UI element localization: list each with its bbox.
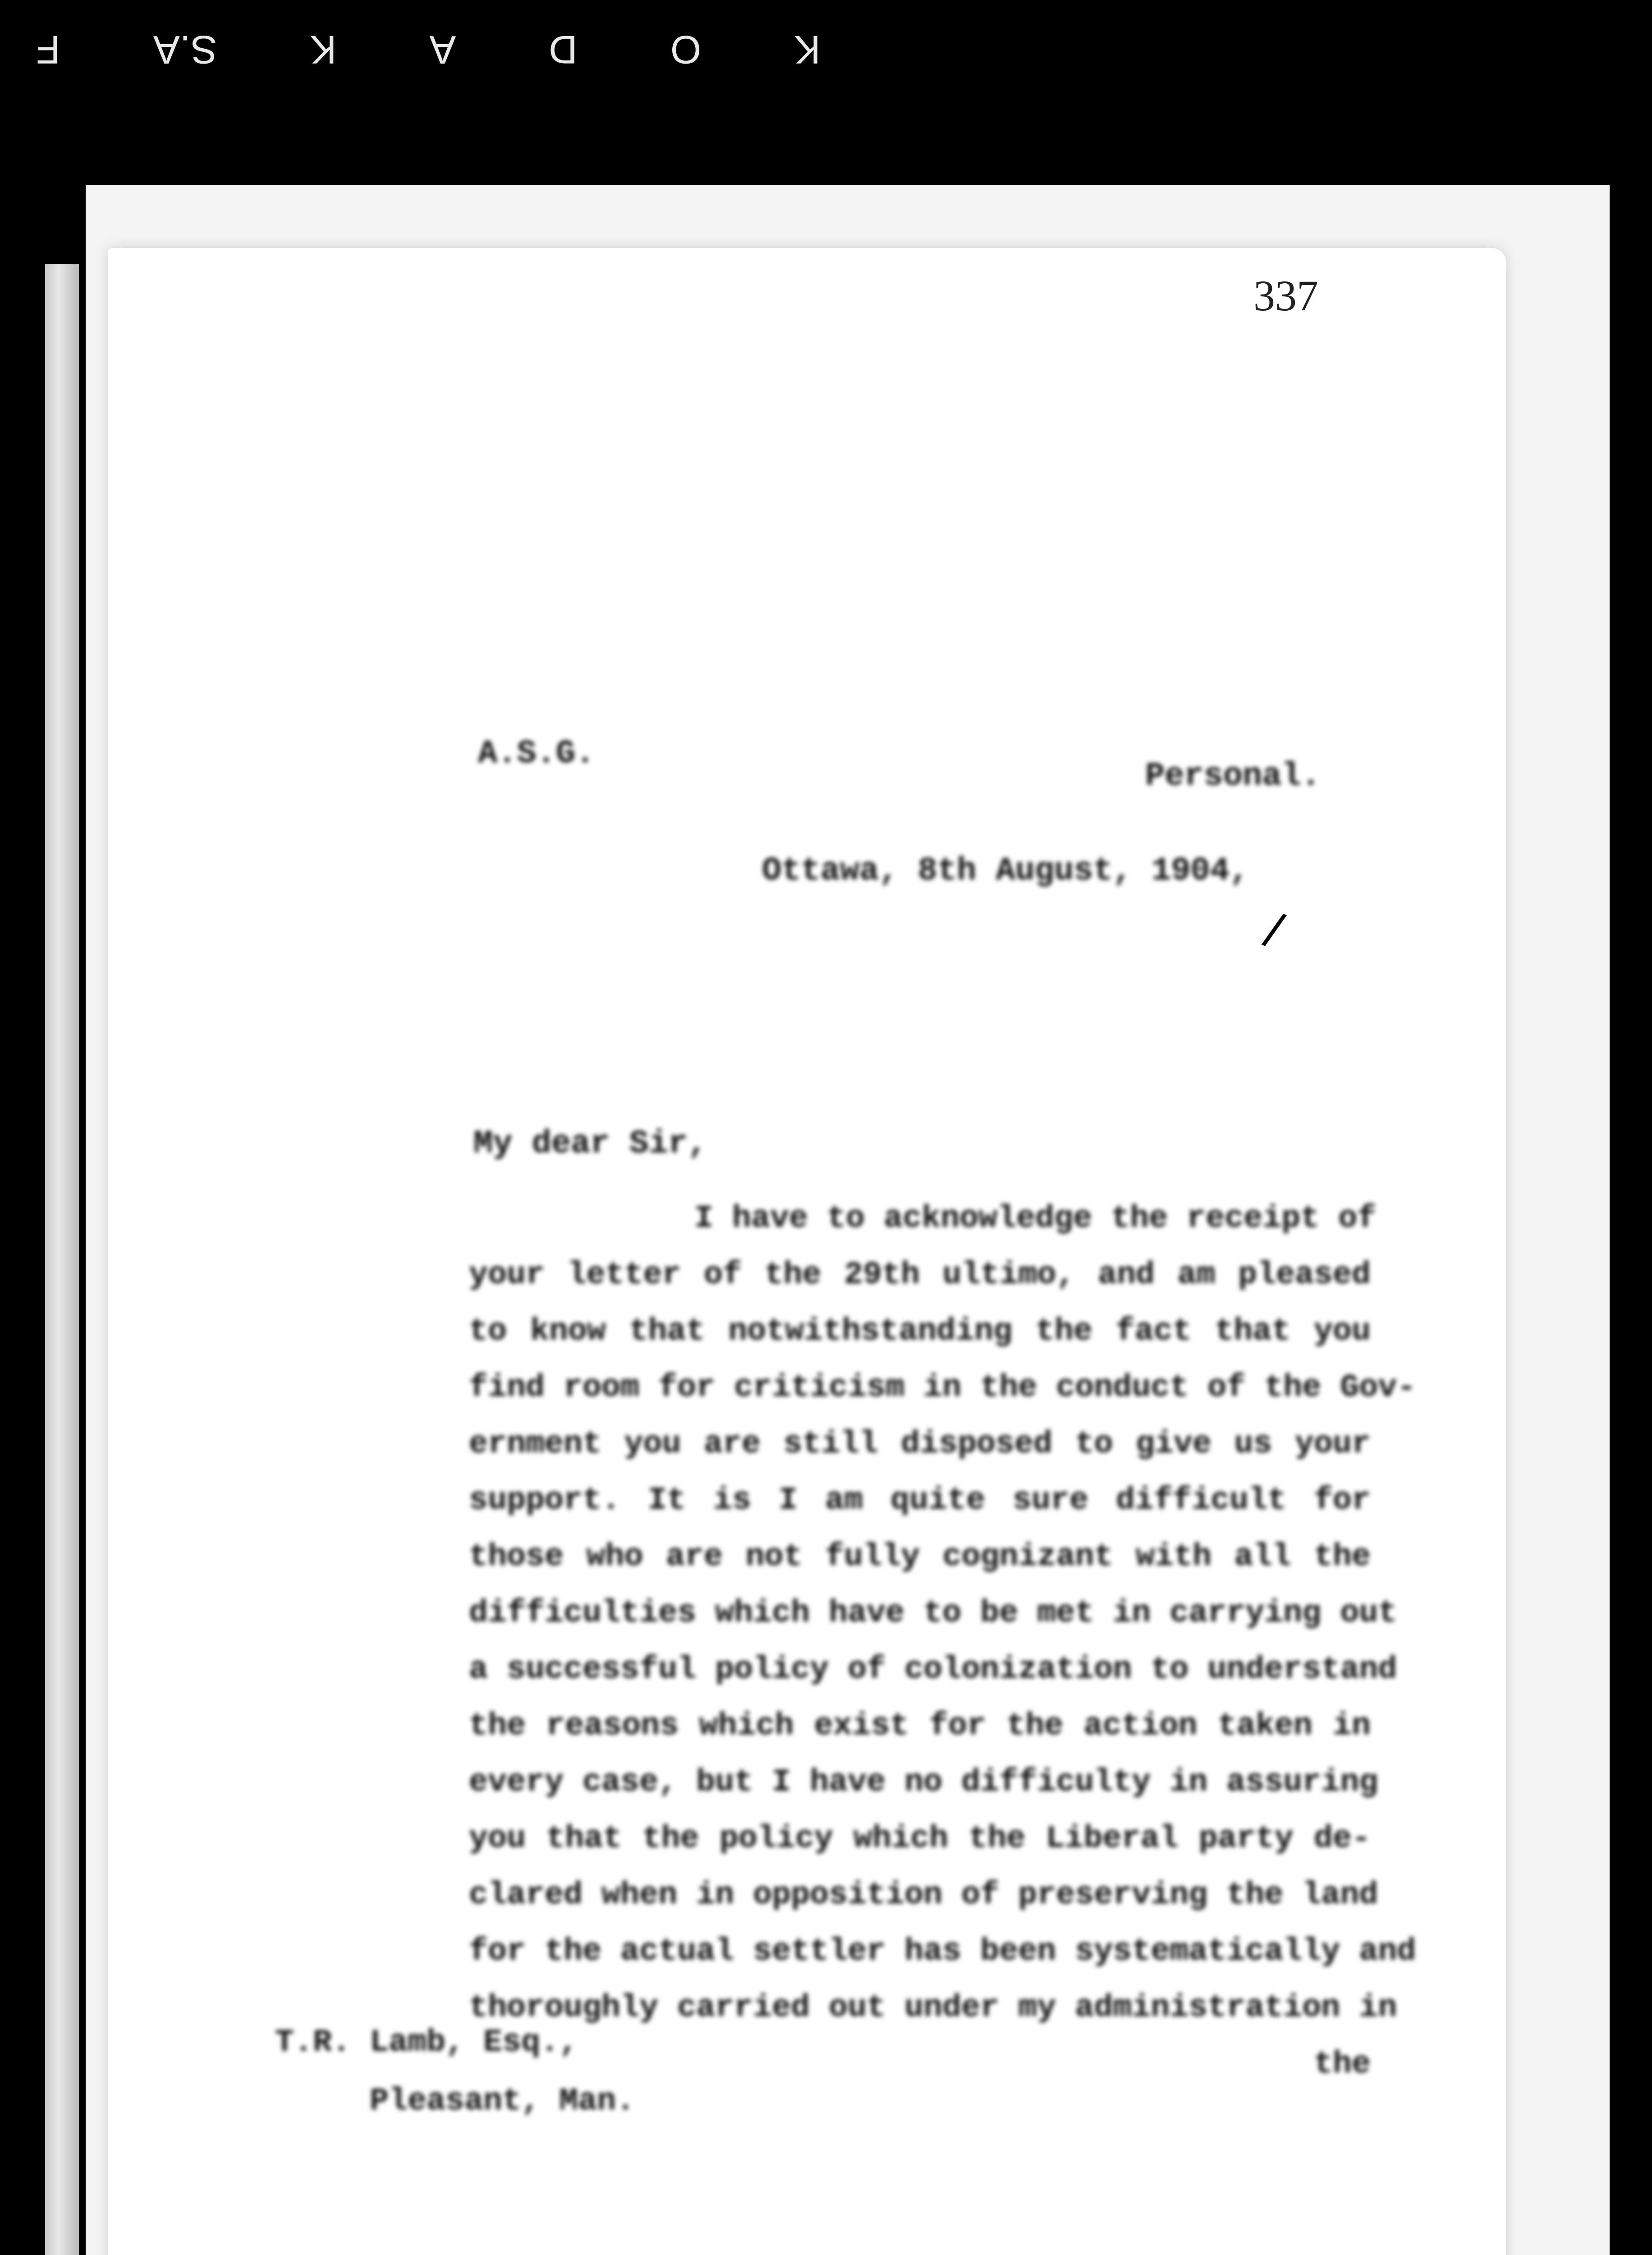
film-edge-letter: K <box>794 28 821 72</box>
letter-address-place: Pleasant, Man. <box>370 2084 635 2119</box>
letter-date: Ottawa, 8th August, 1904, <box>762 852 1249 889</box>
body-line: those who are not fully cognizant with all the <box>469 1539 1371 1575</box>
letter-salutation: My dear Sir, <box>473 1125 707 1162</box>
film-edge-letter: K <box>310 28 337 72</box>
body-line: you that the policy which the Liberal party de- <box>469 1821 1371 1857</box>
film-edge-letter: A <box>429 28 456 72</box>
body-line: the reasons which exist for the action taken in <box>469 1708 1371 1744</box>
film-edge-letter: O <box>670 28 702 72</box>
body-line: every case, but I have no difficulty in assuring <box>469 1765 1378 1800</box>
letter-body <box>469 1191 1416 2093</box>
film-edge-letter: S.A <box>153 28 217 72</box>
film-edge-letter: D <box>549 28 578 72</box>
body-line: support. It is I am quite sure difficult for <box>469 1483 1371 1519</box>
body-line: the <box>1313 2047 1371 2082</box>
body-line: to know that notwithstanding the fact that you <box>469 1314 1371 1349</box>
film-edge-letter: F <box>36 28 60 72</box>
margin-mark: / <box>1257 902 1290 959</box>
body-line: clared when in opposition of preserving the land <box>469 1878 1378 1913</box>
body-line: a successful policy of colonization to understand <box>469 1652 1397 1688</box>
letter-addressee: T.R. Lamb, Esq., <box>275 2025 578 2061</box>
body-line: ernment you are still disposed to give us your <box>469 1427 1371 1462</box>
body-line: your letter of the 29th ultimo, and am pleased <box>469 1257 1371 1293</box>
page-number: 337 <box>1253 272 1318 320</box>
film-edge-label <box>0 23 857 77</box>
binding-strip <box>45 264 79 2255</box>
body-line: for the actual settler has been systematically and <box>469 1934 1416 1970</box>
body-line: find room for criticism in the conduct of the Gov- <box>469 1370 1416 1406</box>
body-line: I have to acknowledge the receipt of <box>694 1201 1377 1237</box>
letter-reference: A.S.G. <box>478 735 595 772</box>
letter-marking: Personal. <box>1145 758 1321 795</box>
body-line: thoroughly carried out under my administration in <box>469 1990 1397 2026</box>
body-line: difficulties which have to be met in carrying out <box>469 1596 1397 1631</box>
